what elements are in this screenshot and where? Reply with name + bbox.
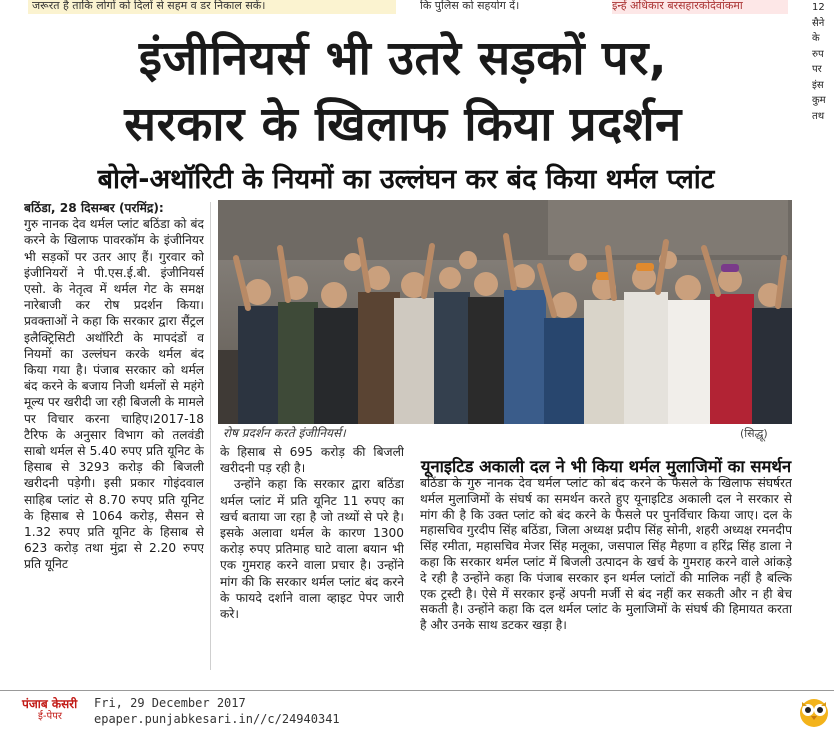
sidebox-body: बठिंडा के गुरु नानक देव थर्मल प्लांट को बंद करने के फैसले के खिलाफ संघर्षरत थर्मल मुलाजिमों के संघर्ष का समर्थन करते हुए यूनाइटिड अकाली दल ने सरकार से मांग की है कि उक्त प्लांट को बंद करने के फैसले पर पुनर्विचार किया जाए। दल के महासचिव गुरदीप सिंह बठिंडा, जिला अध्यक्ष प्रदीप सिंह सोनी, शहरी अध्यक्ष रमनदीप सिंह रमीता, महासचिव मेजर सिंह मलूका, जसपाल सिंह मैहणा व हरिंद्र सिंह डाला ने कहा कि सरकार थर्मल प्लांट में बिजली उत्पादन के खर्च के गुमराह करने वाले आंकड़े दे रही है उन्होंने कहा कि पंजाब सरकार इन थर्मल प्लांटों की मालिक नहीं है बल्कि एक ट्रस्टी है। ऐसे में सरकार इन्हें अपनी मर्जी से बंद नहीं कर सकती और न ही बेच सकती है। उन्होंने कहा कि दल थर्मल प्लांट के मुलाजिमों के संघर्ष की हिमायत करता है और उनके साथ डटकर खड़ा है।	[420, 476, 792, 633]
newspaper-logo	[22, 697, 86, 727]
column-divider	[210, 202, 211, 670]
epaper-url[interactable]: epaper.punjabkesari.in//c/24940341	[94, 712, 340, 726]
margin-fragment: 12	[812, 2, 825, 13]
photo-credit: (सिद्धू)	[740, 427, 768, 440]
margin-fragment: रुप	[812, 48, 824, 60]
margin-fragment: सैने	[812, 17, 825, 29]
column2-para-2: उन्होंने कहा कि सरकार द्वारा बठिंडा थर्मल प्लांट में प्रति यूनिट 11 रुपए का खर्च बताया जा रहा है जो तथ्यों से परे है। इसके अलावा थर्मल के कारण 1300 करोड़ रुपए प्रतिमाह घाटे वाला बयान भी एक गुमराह करने वाला प्रचार है। उन्होंने मांग की कि सरकार थर्मल प्लांट बंद करने के फायदे दर्शाने वाला व्हाइट पेपर जारी करे।	[220, 477, 404, 622]
margin-fragment: कुम	[812, 95, 826, 106]
article-column-1	[24, 200, 204, 672]
margin-fragment: के	[812, 33, 820, 44]
edition-date: Fri, 29 December 2017	[94, 696, 246, 710]
protest-photo	[218, 200, 792, 424]
margin-fragment: पर	[812, 64, 822, 75]
photo-caption: रोष प्रदर्शन करते इंजीनियर्स।	[223, 426, 346, 440]
top-fragment-left: जरूरत है ताकि लोगों को दिलों से सहम व डर निकाल सकें।	[28, 0, 396, 14]
owl-icon	[798, 694, 830, 728]
right-margin-column	[812, 0, 834, 160]
logo-text: पंजाब केसरी	[22, 697, 78, 711]
top-fragment-right: इन्हें अधिकार बरसहारकोदेवांकमा	[612, 0, 788, 14]
article-column-2	[220, 444, 404, 674]
dateline: बठिंडा, 28 दिसम्बर (परमिंद्र):	[24, 201, 164, 215]
top-strip	[0, 0, 834, 18]
headline-line-1: इंजीनियर्स भी उतरे सड़कों पर,	[138, 31, 668, 86]
top-fragment-middle: कि पुलिस को सहयोग दें।	[420, 0, 520, 12]
logo-subtext: ई-पेपर	[38, 711, 62, 722]
sidebox-title: यूनाइटिड अकाली दल ने भी किया थर्मल मुलाजिमों का समर्थन	[420, 455, 792, 480]
headline-line-2: सरकार के खिलाफ किया प्रदर्शन	[124, 97, 682, 152]
column1-body: गुरु नानक देव थर्मल प्लांट बठिंडा को बंद करने के खिलाफ पावरकॉम के इंजीनियर भी सड़कों पर उतर आए हैं। गुरवार को इंजीनियरों ने पी.एस.ई.बी. इंजीनियर्स एसो. के नेतृत्व में थर्मल गेट के समक्ष नारेबाजी कर रोष प्रदर्शन किया। प्रवक्ताओं ने कहा कि सरकार द्वारा सैंट्रल इलैक्ट्रिसिटी अथॉरिटी के मापदंडों व नियमों का उल्लंघन करके थर्मल बंद किया गया है। पंजाब सरकार को थर्मल बंद करने के बजाय निजी थर्मलों से महंगे मूल्य पर खरीदी जा रही बिजली के मामले पर विचार करना चाहिए।2017-18 टैरिफ के अनुसार विभाग को तलवंडी साबो थर्मल से 5.40 रुपए प्रति यूनिट के हिसाब से 3293 करोड़ की बिजली खरीदनी पड़ेगी। इसी प्रकार गोइंदवाल साहिब प्लांट से 8.70 रुपए प्रति यूनिट के हिसाब से 1064 करोड़, सैसन से 1.32 रुपए प्रति यूनिट के हिसाब से 623 करोड़ तथा मुंद्रा से 2.20 रुपए प्रति यूनिट	[24, 217, 204, 572]
margin-fragment: इंस	[812, 79, 824, 91]
margin-fragment: तथ	[812, 110, 825, 122]
column2-para-1: के हिसाब से 695 करोड़ की बिजली खरीदनी पड़ रही है।	[220, 445, 404, 476]
subheadline: बोले-अथॉरिटी के नियमों का उल्लंघन कर बंद किया थर्मल प्लांट	[97, 164, 715, 195]
